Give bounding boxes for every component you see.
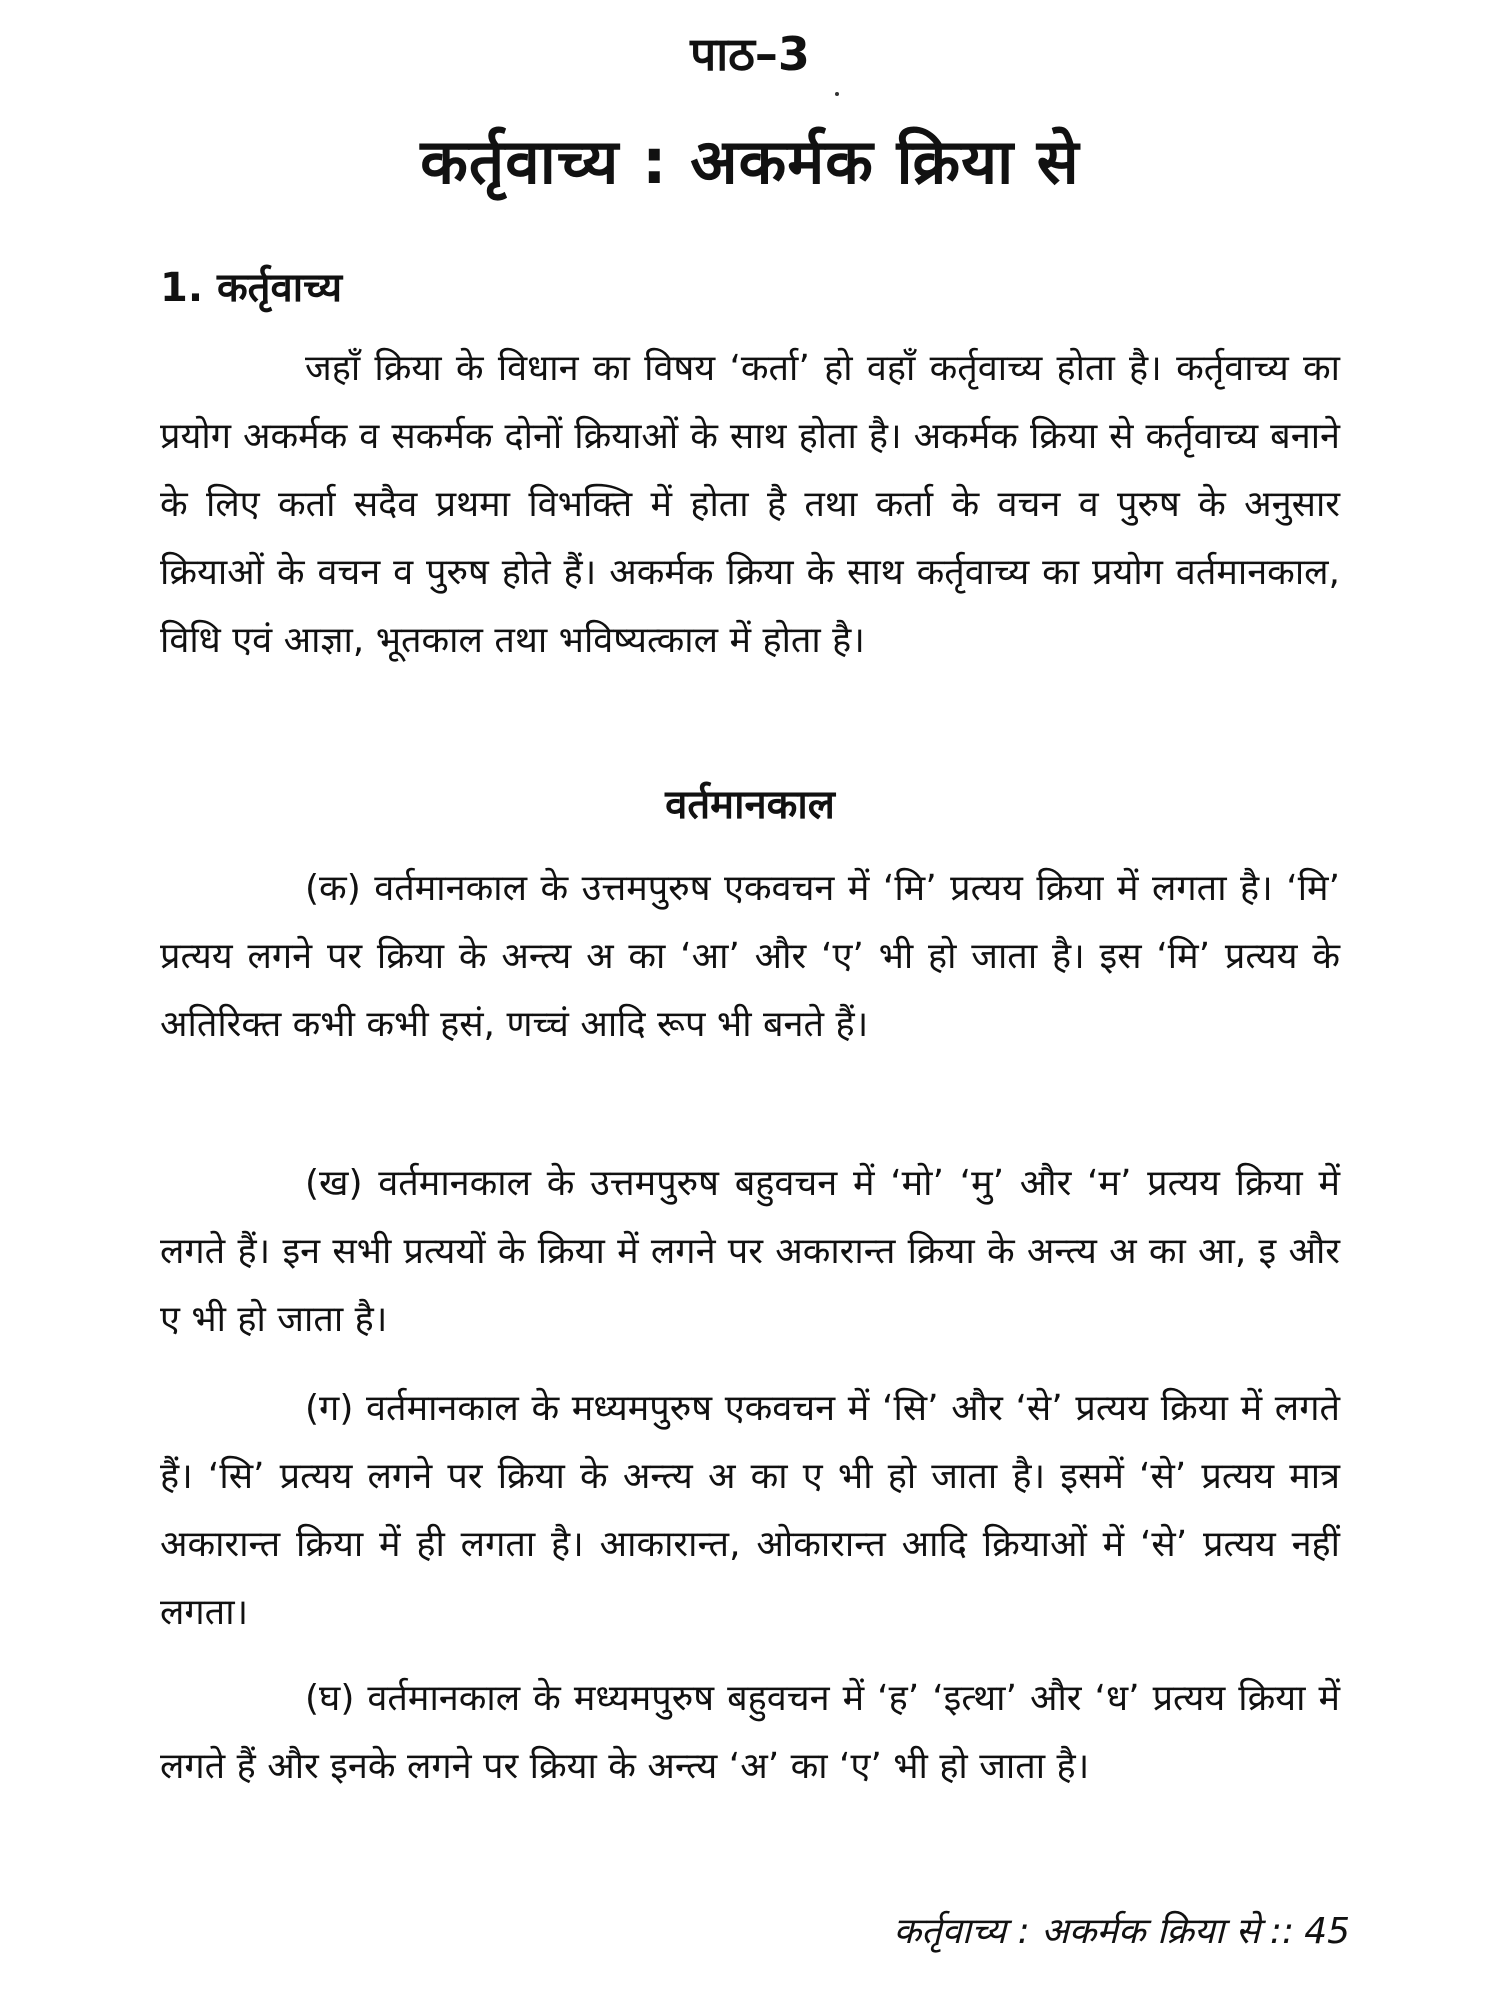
rule-paragraph-ga: (ग) वर्तमानकाल के मध्यमपुरुष एकवचन में ‘सि’ और ‘से’ प्रत्यय क्रिया में लगते हैं। ‘सि’ प्रत्यय लगने पर क्रिया के अन्त्य अ का ए भी हो जाता है। इसमें ‘से’ प्रत्यय मात्र अकारान्त क्रिया में ही लगता है। आकारान्त, ओकारान्त आदि क्रियाओं में ‘से’ प्रत्यय नहीं लगता। bbox=[160, 1388, 1340, 1633]
print-speck bbox=[835, 92, 839, 96]
footer-separator: :: bbox=[1269, 1911, 1295, 1952]
rule-paragraph-gha: (घ) वर्तमानकाल के मध्यमपुरुष बहुवचन में ‘ह’ ‘इत्था’ और ‘ध’ प्रत्यय क्रिया में लगते हैं और इनके लगने पर क्रिया के अन्त्य ‘अ’ का ‘ए’ भी हो जाता है। bbox=[160, 1678, 1340, 1787]
subsection-heading: वर्तमानकाल bbox=[665, 782, 835, 828]
section-heading: 1. कर्तृवाच्य bbox=[160, 265, 343, 311]
page-footer bbox=[894, 1905, 1350, 1954]
rule-paragraph-ka: (क) वर्तमानकाल के उत्तमपुरुष एकवचन में ‘मि’ प्रत्यय क्रिया में लगता है। ‘मि’ प्रत्यय लगने पर क्रिया के अन्त्य अ का ‘आ’ और ‘ए’ भी हो जाता है। इस ‘मि’ प्रत्यय के अतिरिक्त कभी कभी हसं, णच्चं आदि रूप भी बनते हैं। bbox=[160, 868, 1340, 1045]
chapter-title: कर्तृवाच्य : अकर्मक क्रिया से bbox=[420, 125, 1080, 198]
rule-paragraph-kha: (ख) वर्तमानकाल के उत्तमपुरुष बहुवचन में ‘मो’ ‘मु’ और ‘म’ प्रत्यय क्रिया में लगते हैं। इन सभी प्रत्ययों के क्रिया में लगने पर अकारान्त क्रिया के अन्त्य अ का आ, इ और ए भी हो जाता है। bbox=[160, 1163, 1340, 1340]
lesson-number: पाठ–3 bbox=[690, 27, 810, 81]
intro-paragraph: जहाँ क्रिया के विधान का विषय ‘कर्ता’ हो वहाँ कर्तृवाच्य होता है। कर्तृवाच्य का प्रयोग अकर्मक व सकर्मक दोनों क्रियाओं के साथ होता है। अकर्मक क्रिया से कर्तृवाच्य बनाने के लिए कर्ता सदैव प्रथमा विभक्ति में होता है तथा कर्ता के वचन व पुरुष के अनुसार क्रियाओं के वचन व पुरुष होते हैं। अकर्मक क्रिया के साथ कर्तृवाच्य का प्रयोग वर्तमानकाल, विधि एवं आज्ञा, भूतकाल तथा भविष्यत्काल में होता है। bbox=[160, 348, 1340, 661]
running-title: कर्तृवाच्य : अकर्मक क्रिया से bbox=[893, 1911, 1260, 1952]
page-number: 45 bbox=[1304, 1911, 1350, 1952]
